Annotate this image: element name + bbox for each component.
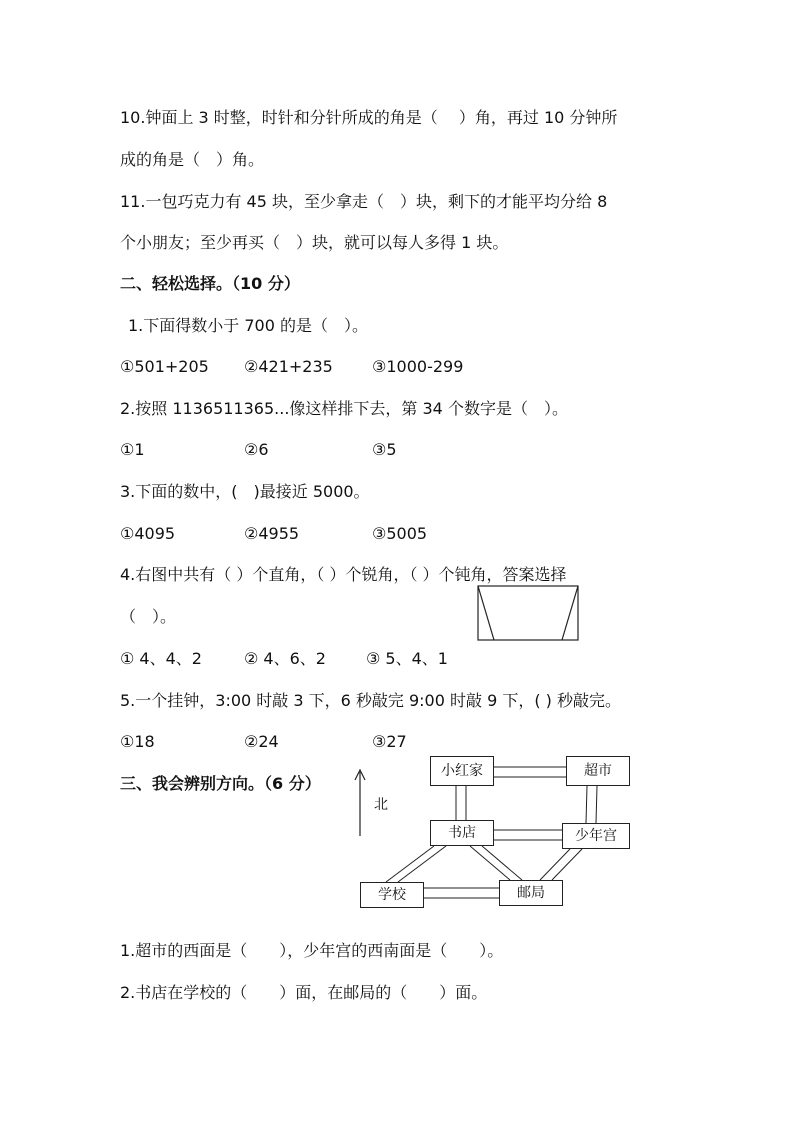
place-bookstore: 书店 [430, 820, 494, 846]
s2-q2-option-3: ③5 [372, 440, 397, 459]
road-palace-post-b [552, 849, 582, 880]
place-post-office: 邮局 [499, 880, 563, 906]
s2-q4-text2: （ ）。 [120, 607, 177, 626]
s2-q2-option-1: ①1 [120, 440, 145, 459]
q11-line1: 11.一包巧克力有 45 块，至少拿走（ ）块，剩下的才能平均分给 8 [120, 192, 608, 211]
road-supermarket-palace-a [586, 786, 587, 823]
s2-q1-option-3: ③1000-299 [372, 357, 464, 376]
section3-title: 三、我会辨别方向。（6 分） [120, 774, 321, 793]
q11-line2: 个小朋友；至少再买（ ）块，就可以每人多得 1 块。 [120, 233, 509, 252]
road-palace-post-a [540, 849, 570, 880]
s2-q4-option-2: ② 4、6、2 [244, 649, 326, 668]
s2-q5-text: 5.一个挂钟，3:00 时敲 3 下，6 秒敲完 9:00 时敲 9 下，( ) 秒敲完。 [120, 691, 622, 710]
place-school: 学校 [360, 882, 424, 908]
road-supermarket-palace-b [596, 786, 597, 823]
s2-q1-option-2: ②421+235 [244, 357, 333, 376]
s3-q1-text: 1.超市的西面是（ ），少年宫的西南面是（ ）。 [120, 941, 504, 960]
road-bookstore-post-a [470, 846, 510, 880]
s2-q4-text: 4.右图中共有（ ）个直角，（ ）个锐角，（ ）个钝角，答案选择 [120, 565, 567, 584]
s2-q5-option-1: ①18 [120, 732, 155, 751]
s2-q2-text: 2.按照 1136511365...像这样排下去，第 34 个数字是（ ）。 [120, 399, 568, 418]
s3-q2-text: 2.书店在学校的（ ）面，在邮局的（ ）面。 [120, 983, 488, 1002]
s2-q5-option-2: ②24 [244, 732, 279, 751]
road-bookstore-post-b [482, 846, 522, 880]
road-bookstore-school-a [386, 846, 434, 882]
road-bookstore-school-b [398, 846, 446, 882]
angle-figure [476, 584, 582, 642]
north-label: 北 [374, 797, 388, 813]
s2-q3-text: 3.下面的数中，( )最接近 5000。 [120, 482, 370, 501]
s2-q1-text: 1.下面得数小于 700 的是（ ）。 [128, 316, 368, 335]
s2-q2-option-2: ②6 [244, 440, 269, 459]
place-supermarket: 超市 [566, 756, 630, 786]
figure-right-slant [562, 586, 578, 640]
s2-q3-option-2: ②4955 [244, 524, 300, 543]
section2-title: 二、轻松选择。（10 分） [120, 274, 300, 293]
s2-q3-option-1: ①4095 [120, 524, 176, 543]
q10-line1: 10.钟面上 3 时整，时针和分针所成的角是（ ）角，再过 10 分钟所 [120, 108, 618, 127]
place-youth-palace: 少年宫 [562, 823, 630, 849]
s2-q5-option-3: ③27 [372, 732, 407, 751]
q10-line2: 成的角是（ ）角。 [120, 150, 265, 169]
s2-q4-option-1: ① 4、4、2 [120, 649, 202, 668]
figure-left-slant [478, 586, 494, 640]
place-xiaohong-home: 小红家 [430, 756, 494, 786]
figure-rectangle [478, 586, 578, 640]
s2-q3-option-3: ③5005 [372, 524, 428, 543]
s2-q4-option-3: ③ 5、4、1 [366, 649, 448, 668]
s2-q1-option-1: ①501+205 [120, 357, 209, 376]
